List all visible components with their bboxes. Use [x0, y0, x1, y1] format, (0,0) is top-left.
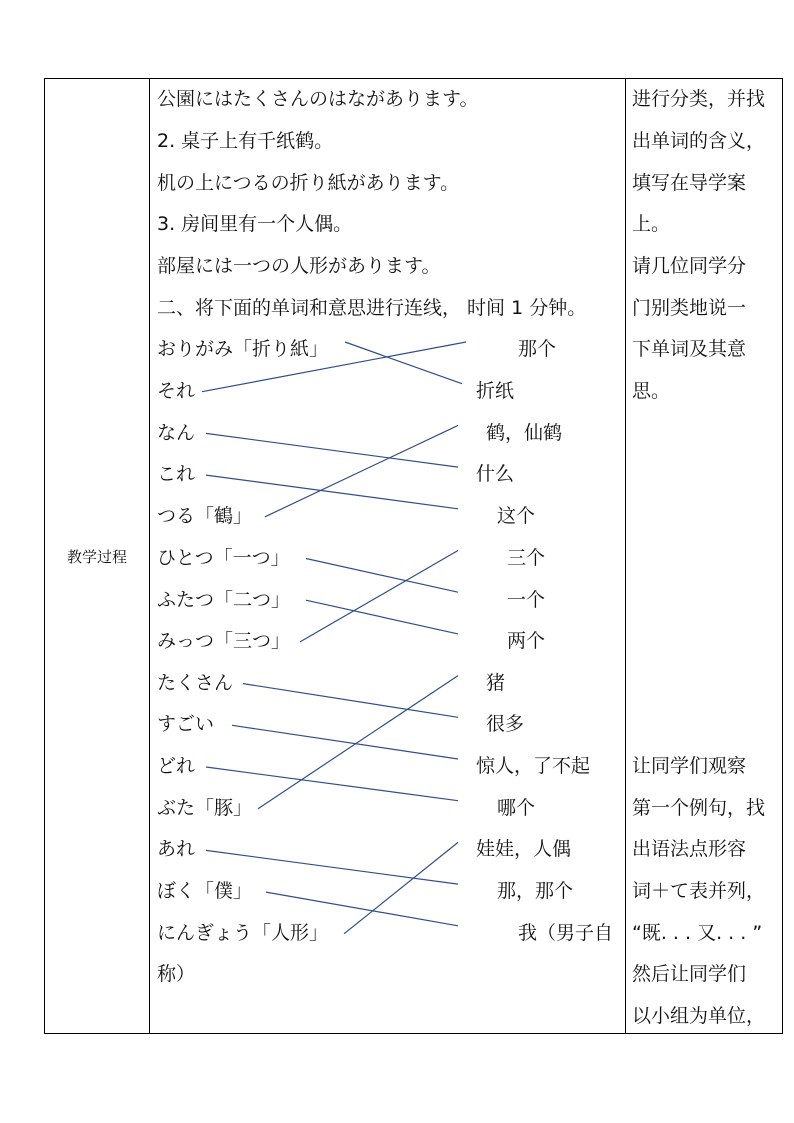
meaning-item: 很多 — [486, 713, 525, 735]
side-note: 词＋て表并列， — [632, 880, 766, 902]
word-item: あれ — [157, 838, 196, 860]
meaning-item: 折纸 — [476, 380, 515, 402]
word-item: どれ — [157, 755, 196, 777]
meaning-item: 猪 — [486, 672, 506, 694]
word-item: にんぎょう「人形」 — [157, 922, 329, 944]
example-line: 部屋には一つの人形があります。 — [157, 255, 441, 277]
meaning-item: 什么 — [476, 463, 515, 485]
side-note: 思。 — [632, 380, 671, 402]
section-label: 教学过程 — [66, 547, 127, 566]
example-line: 机の上につるの折り紙があります。 — [157, 172, 460, 194]
word-item: これ — [157, 463, 196, 485]
example-line: 2. 桌子上有千纸鹤。 — [157, 130, 334, 152]
meaning-item: 那，那个 — [497, 880, 574, 902]
word-item: ひとつ「一つ」 — [157, 547, 290, 569]
meaning-item: 三个 — [507, 547, 546, 569]
column-divider — [149, 79, 150, 1033]
side-note: 第一个例句，找 — [632, 797, 766, 819]
side-note: 下单词及其意 — [632, 338, 747, 360]
word-item: おりがみ「折り紙」 — [157, 338, 329, 360]
word-item: すごい — [157, 713, 215, 735]
example-line: 3. 房间里有一个人偶。 — [157, 213, 353, 235]
meaning-item: 哪个 — [497, 797, 536, 819]
word-item: たくさん — [157, 672, 234, 694]
side-note: 门别类地说一 — [632, 297, 747, 319]
word-item: ぼく「僕」 — [157, 880, 253, 902]
meaning-item: 娃娃，人偶 — [476, 838, 572, 860]
meaning-item: 两个 — [507, 630, 546, 652]
word-item: ふたつ「二つ」 — [157, 589, 291, 611]
meaning-item: 一个 — [507, 589, 546, 611]
side-note: 进行分类，并找 — [632, 88, 766, 110]
side-note: “既. . . 又. . . ” — [632, 922, 763, 944]
side-note: 然后让同学们 — [632, 963, 747, 985]
side-note: 上。 — [632, 213, 671, 235]
side-note: 让同学们观察 — [632, 755, 747, 777]
meaning-item: 鹤，仙鹤 — [486, 422, 563, 444]
word-item: それ — [157, 380, 196, 402]
side-note: 出单词的含义， — [632, 130, 766, 152]
meaning-item: 那个 — [518, 338, 557, 360]
side-note: 以小组为单位， — [632, 1005, 766, 1027]
column-divider — [625, 79, 626, 1033]
word-item: みっつ「三つ」 — [157, 630, 291, 652]
exercise-instruction: 二、将下面的单词和意思进行连线， 时间 1 分钟。 — [157, 297, 587, 319]
side-note: 出语法点形容 — [632, 838, 747, 860]
meaning-item: 惊人，了不起 — [476, 755, 591, 777]
word-item: ぶた「豚」 — [157, 797, 253, 819]
meaning-item: 这个 — [497, 505, 536, 527]
example-line: 公園にはたくさんのはながあります。 — [157, 88, 479, 110]
side-note: 请几位同学分 — [632, 255, 747, 277]
meaning-item: 我（男子自 — [518, 922, 614, 944]
word-item: 称） — [157, 963, 196, 985]
word-item: なん — [157, 422, 196, 444]
side-note: 填写在导学案 — [632, 172, 747, 194]
word-item: つる「鶴」 — [157, 505, 253, 527]
